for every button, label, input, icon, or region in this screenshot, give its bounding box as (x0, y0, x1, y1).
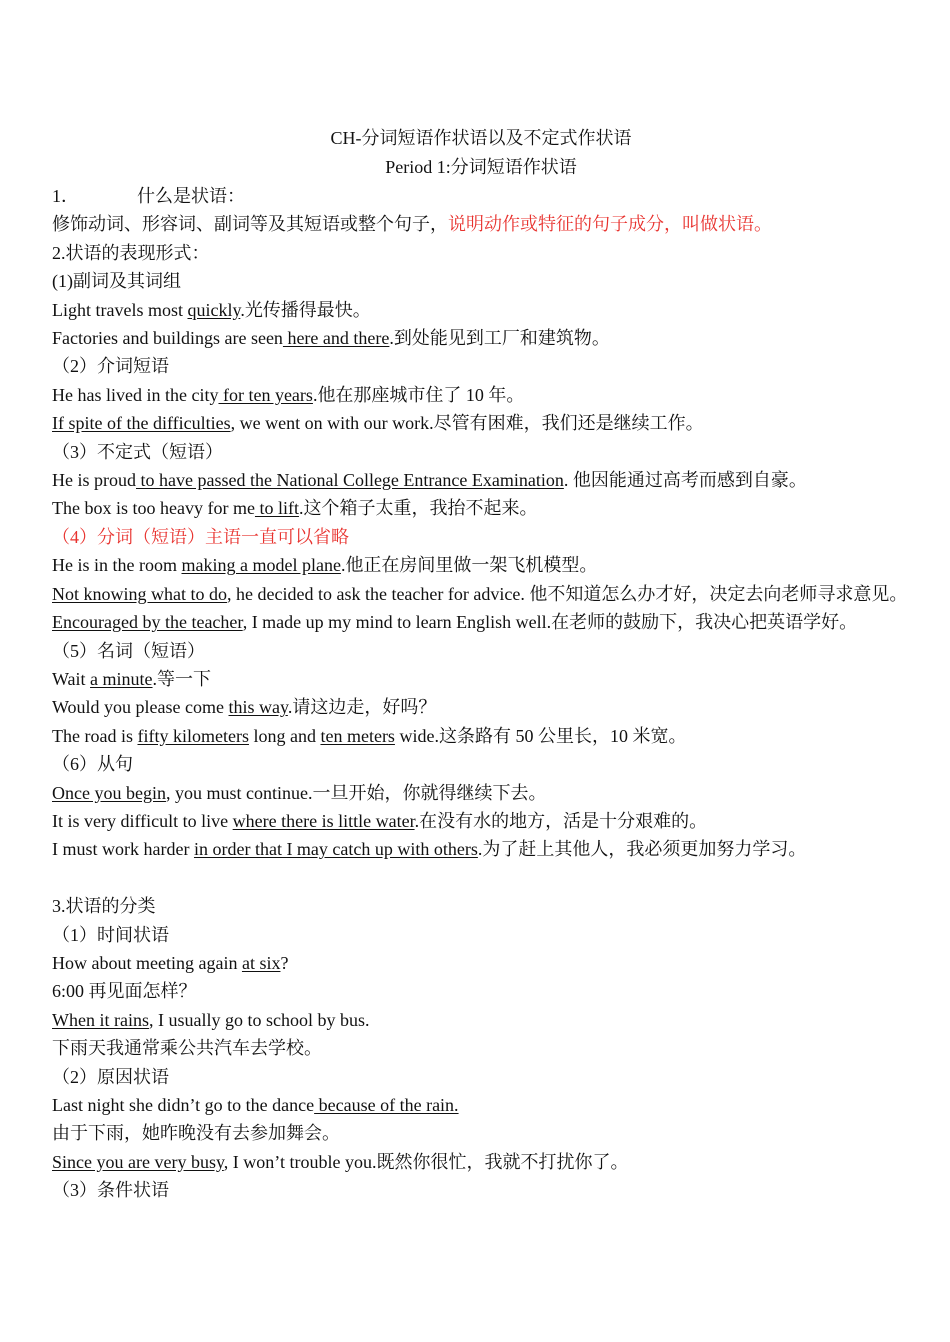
underlined-phrase: Encouraged by the teacher (52, 612, 243, 633)
text-segment: The box is too heavy for me (52, 498, 255, 519)
underlined-phrase: in order that I may catch up with others (193, 839, 478, 860)
underlined-phrase: because of the rain. (314, 1094, 459, 1115)
example-sentence (52, 722, 910, 750)
example-sentence (52, 296, 910, 324)
example-sentence (52, 494, 910, 522)
underlined-phrase: ten meters (320, 725, 395, 746)
text-segment: .请这边走，好吗？ (287, 697, 437, 718)
text-segment: He is proud (52, 470, 136, 491)
text-segment: , we went on with our work.尽管有困难，我们还是继续工作。 (230, 413, 704, 434)
text-segment: , he decided to ask the teacher for advice. 他不知道怎么办才好，决定去向老师寻求意见。 (227, 583, 908, 604)
text-segment: Factories and buildings are seen (52, 328, 283, 349)
blank-line (52, 864, 910, 892)
text-segment: It is very difficult to live (52, 810, 233, 831)
underlined-phrase: If spite of the difficulties (52, 413, 231, 434)
text-segment: .为了赶上其他人，我必须更加努力学习。 (477, 839, 807, 860)
subheading-noun: （5）名词（短语） (52, 640, 205, 661)
text-segment: .这个箱子太重，我抬不起来。 (298, 498, 538, 519)
subheading-clause: （6）从句 (52, 754, 133, 775)
subheading-prepositional: （2）介词短语 (52, 356, 169, 377)
section-2-heading: 2.状语的表现形式： (52, 242, 210, 263)
example-sentence (52, 466, 910, 494)
text-segment: He has lived in the city (52, 384, 219, 405)
underlined-phrase: for ten years (218, 384, 313, 405)
example-translation: 下雨天我通常乘公共汽车去学校。 (52, 1038, 322, 1059)
example-sentence (52, 1148, 910, 1176)
subheading-condition: （3）条件状语 (52, 1180, 169, 1201)
text-segment: 修饰动词、形容词、副词等及其短语或整个句子， (52, 214, 448, 235)
underlined-phrase: making a model plane (181, 555, 341, 576)
subheading-adverb: (1)副词及其词组 (52, 271, 181, 292)
text-segment: .等一下 (152, 668, 212, 689)
text-segment: .到处能见到工厂和建筑物。 (389, 328, 610, 349)
example-sentence (52, 949, 910, 977)
underlined-phrase: at six (241, 952, 281, 973)
example-sentence (52, 409, 910, 437)
text-segment: . 他因能通过高考而感到自豪。 (563, 470, 807, 491)
underlined-phrase: this way (228, 697, 288, 718)
underlined-phrase: fifty kilometers (137, 725, 249, 746)
text-segment: I must work harder (52, 839, 194, 860)
example-sentence (52, 693, 910, 721)
underlined-phrase: here and there (282, 328, 390, 349)
subheading-reason: （2）原因状语 (52, 1066, 169, 1087)
underlined-phrase: quickly (187, 299, 241, 320)
underlined-phrase: When it rains (52, 1009, 149, 1030)
text-segment: Light travels most (52, 299, 188, 320)
text-segment: He is in the room (52, 555, 182, 576)
underlined-phrase: a minute (90, 668, 153, 689)
example-translation: 6:00 再见面怎样？ (52, 981, 197, 1002)
example-sentence (52, 551, 910, 579)
text-segment: Last night she didn’t go to the dance (52, 1094, 315, 1115)
text-segment: Would you please come (52, 697, 229, 718)
text-segment: .光传播得最快。 (240, 299, 371, 320)
document-title: CH-分词短语作状语以及不定式作状语 (330, 128, 632, 148)
subheading-participle: （4）分词（短语）主语一直可以省略 (52, 526, 349, 547)
text-segment: The road is (52, 725, 138, 746)
underlined-phrase: Since you are very busy (52, 1151, 224, 1172)
example-sentence (52, 835, 910, 863)
text-segment: 什么是状语： (137, 186, 245, 206)
definition-highlight: 说明动作或特征的句子成分，叫做状语。 (448, 214, 772, 235)
text-segment: , you must continue.一旦开始，你就得继续下去。 (165, 782, 547, 803)
underlined-phrase: Once you begin (52, 782, 166, 803)
text-segment: , I won’t trouble you.既然你很忙，我就不打扰你了。 (223, 1151, 629, 1172)
text-segment: How about meeting again (52, 952, 242, 973)
example-sentence (52, 779, 910, 807)
text-segment: , I made up my mind to learn English well.在老师的鼓励下，我决心把英语学好。 (242, 612, 858, 633)
example-sentence (52, 1091, 910, 1119)
text-segment: long and (248, 725, 321, 746)
document-subtitle: Period 1:分词短语作状语 (385, 157, 577, 177)
subheading-time: （1）时间状语 (52, 924, 169, 945)
text-segment: .他正在房间里做一架飞机模型。 (340, 555, 598, 576)
underlined-phrase: Not knowing what to do (52, 583, 227, 604)
underlined-phrase: to lift (254, 498, 299, 519)
text-segment: 1． (52, 186, 79, 206)
example-sentence (52, 381, 910, 409)
text-segment: wide.这条路有 50 公里长，10 米宽。 (394, 725, 687, 746)
example-translation: 由于下雨，她昨晚没有去参加舞会。 (52, 1123, 340, 1144)
example-sentence (52, 608, 910, 636)
section-1-heading (52, 182, 910, 210)
underlined-phrase: to have passed the National College Entrance Examination (136, 470, 564, 491)
definition (52, 210, 910, 238)
text-segment: , I usually go to school by bus. (148, 1009, 370, 1030)
text-segment: .在没有水的地方，活是十分艰难的。 (414, 810, 708, 831)
example-sentence (52, 807, 910, 835)
text-segment: .他在那座城市住了 10 年。 (312, 384, 525, 405)
example-sentence (52, 580, 910, 608)
example-sentence (52, 665, 910, 693)
section-3-heading: 3.状语的分类 (52, 896, 156, 917)
text-segment: ? (280, 952, 289, 973)
underlined-phrase: where there is little water (232, 810, 415, 831)
subheading-infinitive: （3）不定式（短语） (52, 441, 223, 462)
text-segment: Wait (52, 668, 91, 689)
example-sentence (52, 324, 910, 352)
example-sentence (52, 1006, 910, 1034)
